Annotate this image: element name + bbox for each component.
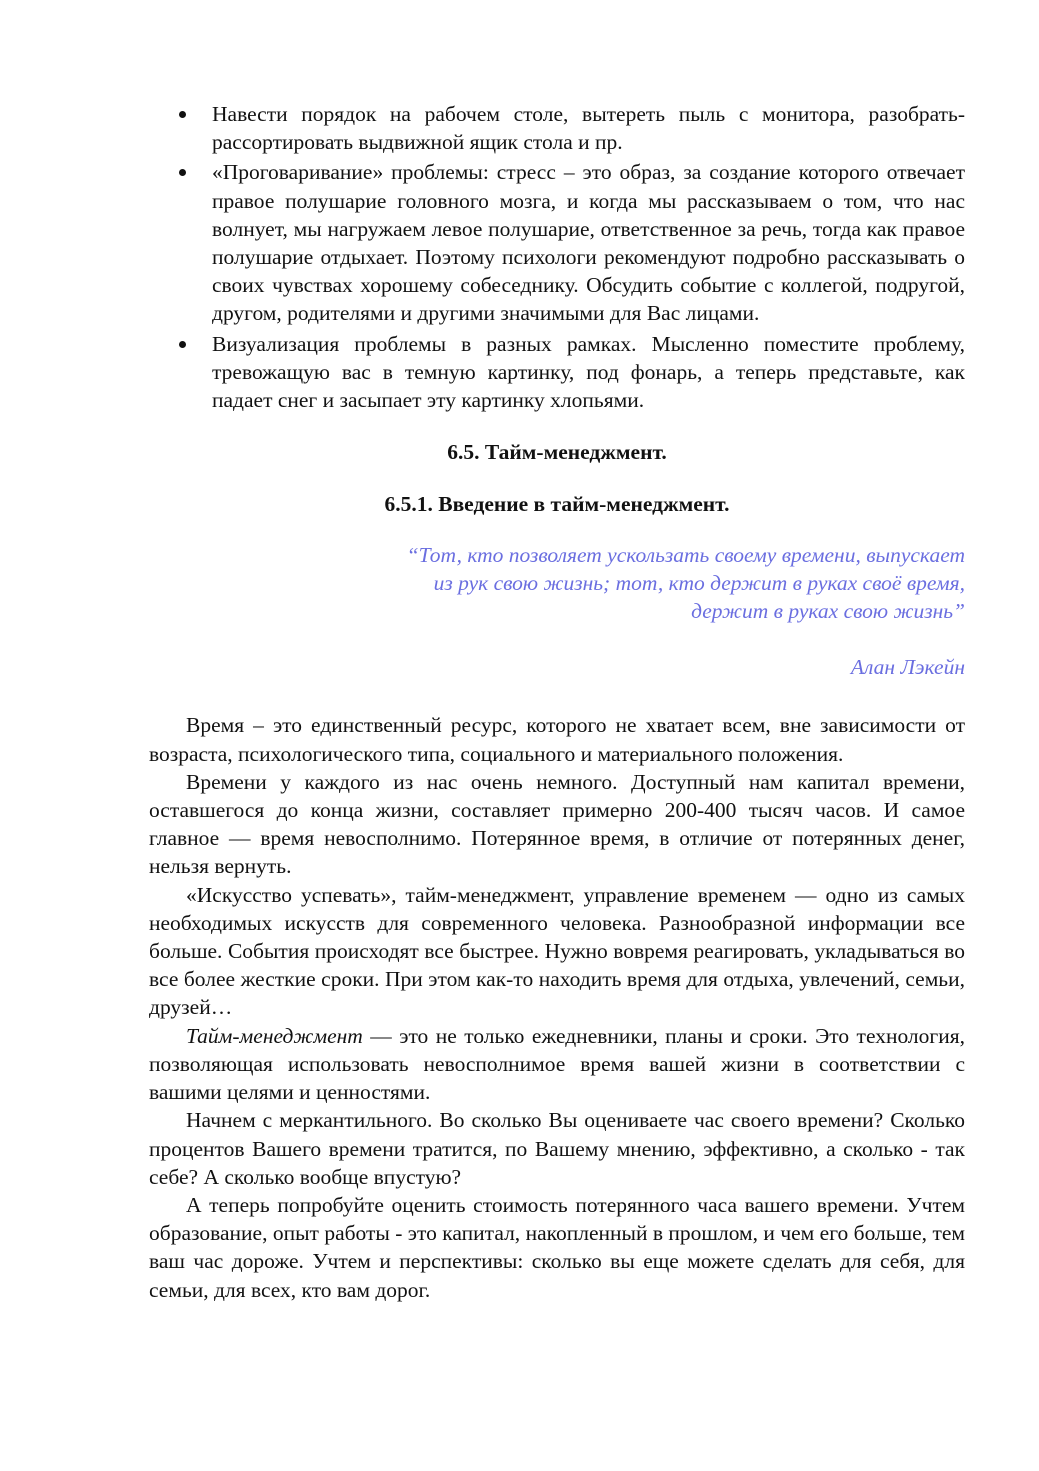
epigraph-line: держит в руках свою жизнь” [691,599,965,624]
paragraph-text: — это не только ежедневники, планы и сроки. Это технология, позволяющая использовать невосполнимое время вашей жизни в соответствии с вашими целями и ценностями. [149,1023,965,1105]
section-heading: 6.5. Тайм-менеджмент. [447,440,667,465]
list-item-text: Визуализация проблемы в разных рамках. Мысленно поместите проблему, тревожащую вас в темную картинку, под фонарь, а теперь представьте, как падает снег и засыпает эту картинку хлопьями. [212,331,965,413]
document-page [149,100,965,1304]
paragraph: Начнем с меркантильного. Во сколько Вы оцениваете час своего времени? Сколько процентов Вашего времени тратится, по Вашему мнению, эффективно, а сколько - так себе? А сколько вообще впустую? [149,1108,965,1189]
epigraph-line: из рук свою жизнь; тот, кто держит в руках своё время, [433,570,965,595]
body-text [149,711,965,1303]
emphasized-term: Тайм-менеджмент [186,1023,363,1048]
bullet-icon [179,341,186,348]
paragraph: Время – это единственный ресурс, которого не хватает всем, вне зависимости от возраста, психологического типа, социального и материального положения. [149,713,965,766]
paragraph [149,1022,965,1107]
list-item [149,158,965,327]
bullet-list [149,100,965,414]
bullet-icon [179,111,186,118]
epigraph-line: “Тот, кто позволяет ускользать своему времени, выпускает [406,542,965,567]
list-item-text: «Проговаривание» проблемы: стресс – это образ, за создание которого отвечает правое полушарие головного мозга, и когда мы рассказываем о том, что нас волнует, мы нагружаем левое полушарие, ответственное за речь, тогда как правое полушарие отдыхает. Поэтому психологи рекомендуют подробно рассказывать о своих чувствах хорошему собеседнику. Обсудить событие с коллегой, подругой, другом, родителями и другими значимыми для Вас лицами. [212,160,965,326]
list-item [149,330,965,415]
paragraph: Времени у каждого из нас очень немного. Доступный нам капитал времени, оставшегося до конца жизни, составляет примерно 200-400 тысяч часов. И самое главное — время невосполнимо. Потерянное время, в отличие от потерянных денег, нельзя вернуть. [149,769,965,879]
bullet-icon [179,169,186,176]
paragraph: А теперь попробуйте оценить стоимость потерянного часа вашего времени. Учтем образование, опыт работы - это капитал, накопленный в прошлом, и чем его больше, тем ваш час дороже. Учтем и перспективы: сколько вы еще можете сделать для себя, для семьи, для всех, кто вам дорог. [149,1192,965,1302]
epigraph-author: Алан Лэкейн [850,655,965,680]
paragraph: «Искусство успевать», тайм-менеджмент, управление временем — одно из самых необходимых искусств для современного человека. Разнообразной информации все больше. События происходят все быстрее. Нужно вовремя реагировать, укладываться во все более жесткие сроки. При этом как-то находить время для отдыха, увлечений, семьи, друзей… [149,882,965,1020]
list-item-text: Навести порядок на рабочем столе, вытереть пыль с монитора, разобрать-рассортировать выдвижной ящик стола и пр. [212,102,965,155]
subsection-heading: 6.5.1. Введение в тайм-менеджмент. [384,492,730,517]
epigraph-quote [149,541,965,626]
list-item [149,100,965,156]
